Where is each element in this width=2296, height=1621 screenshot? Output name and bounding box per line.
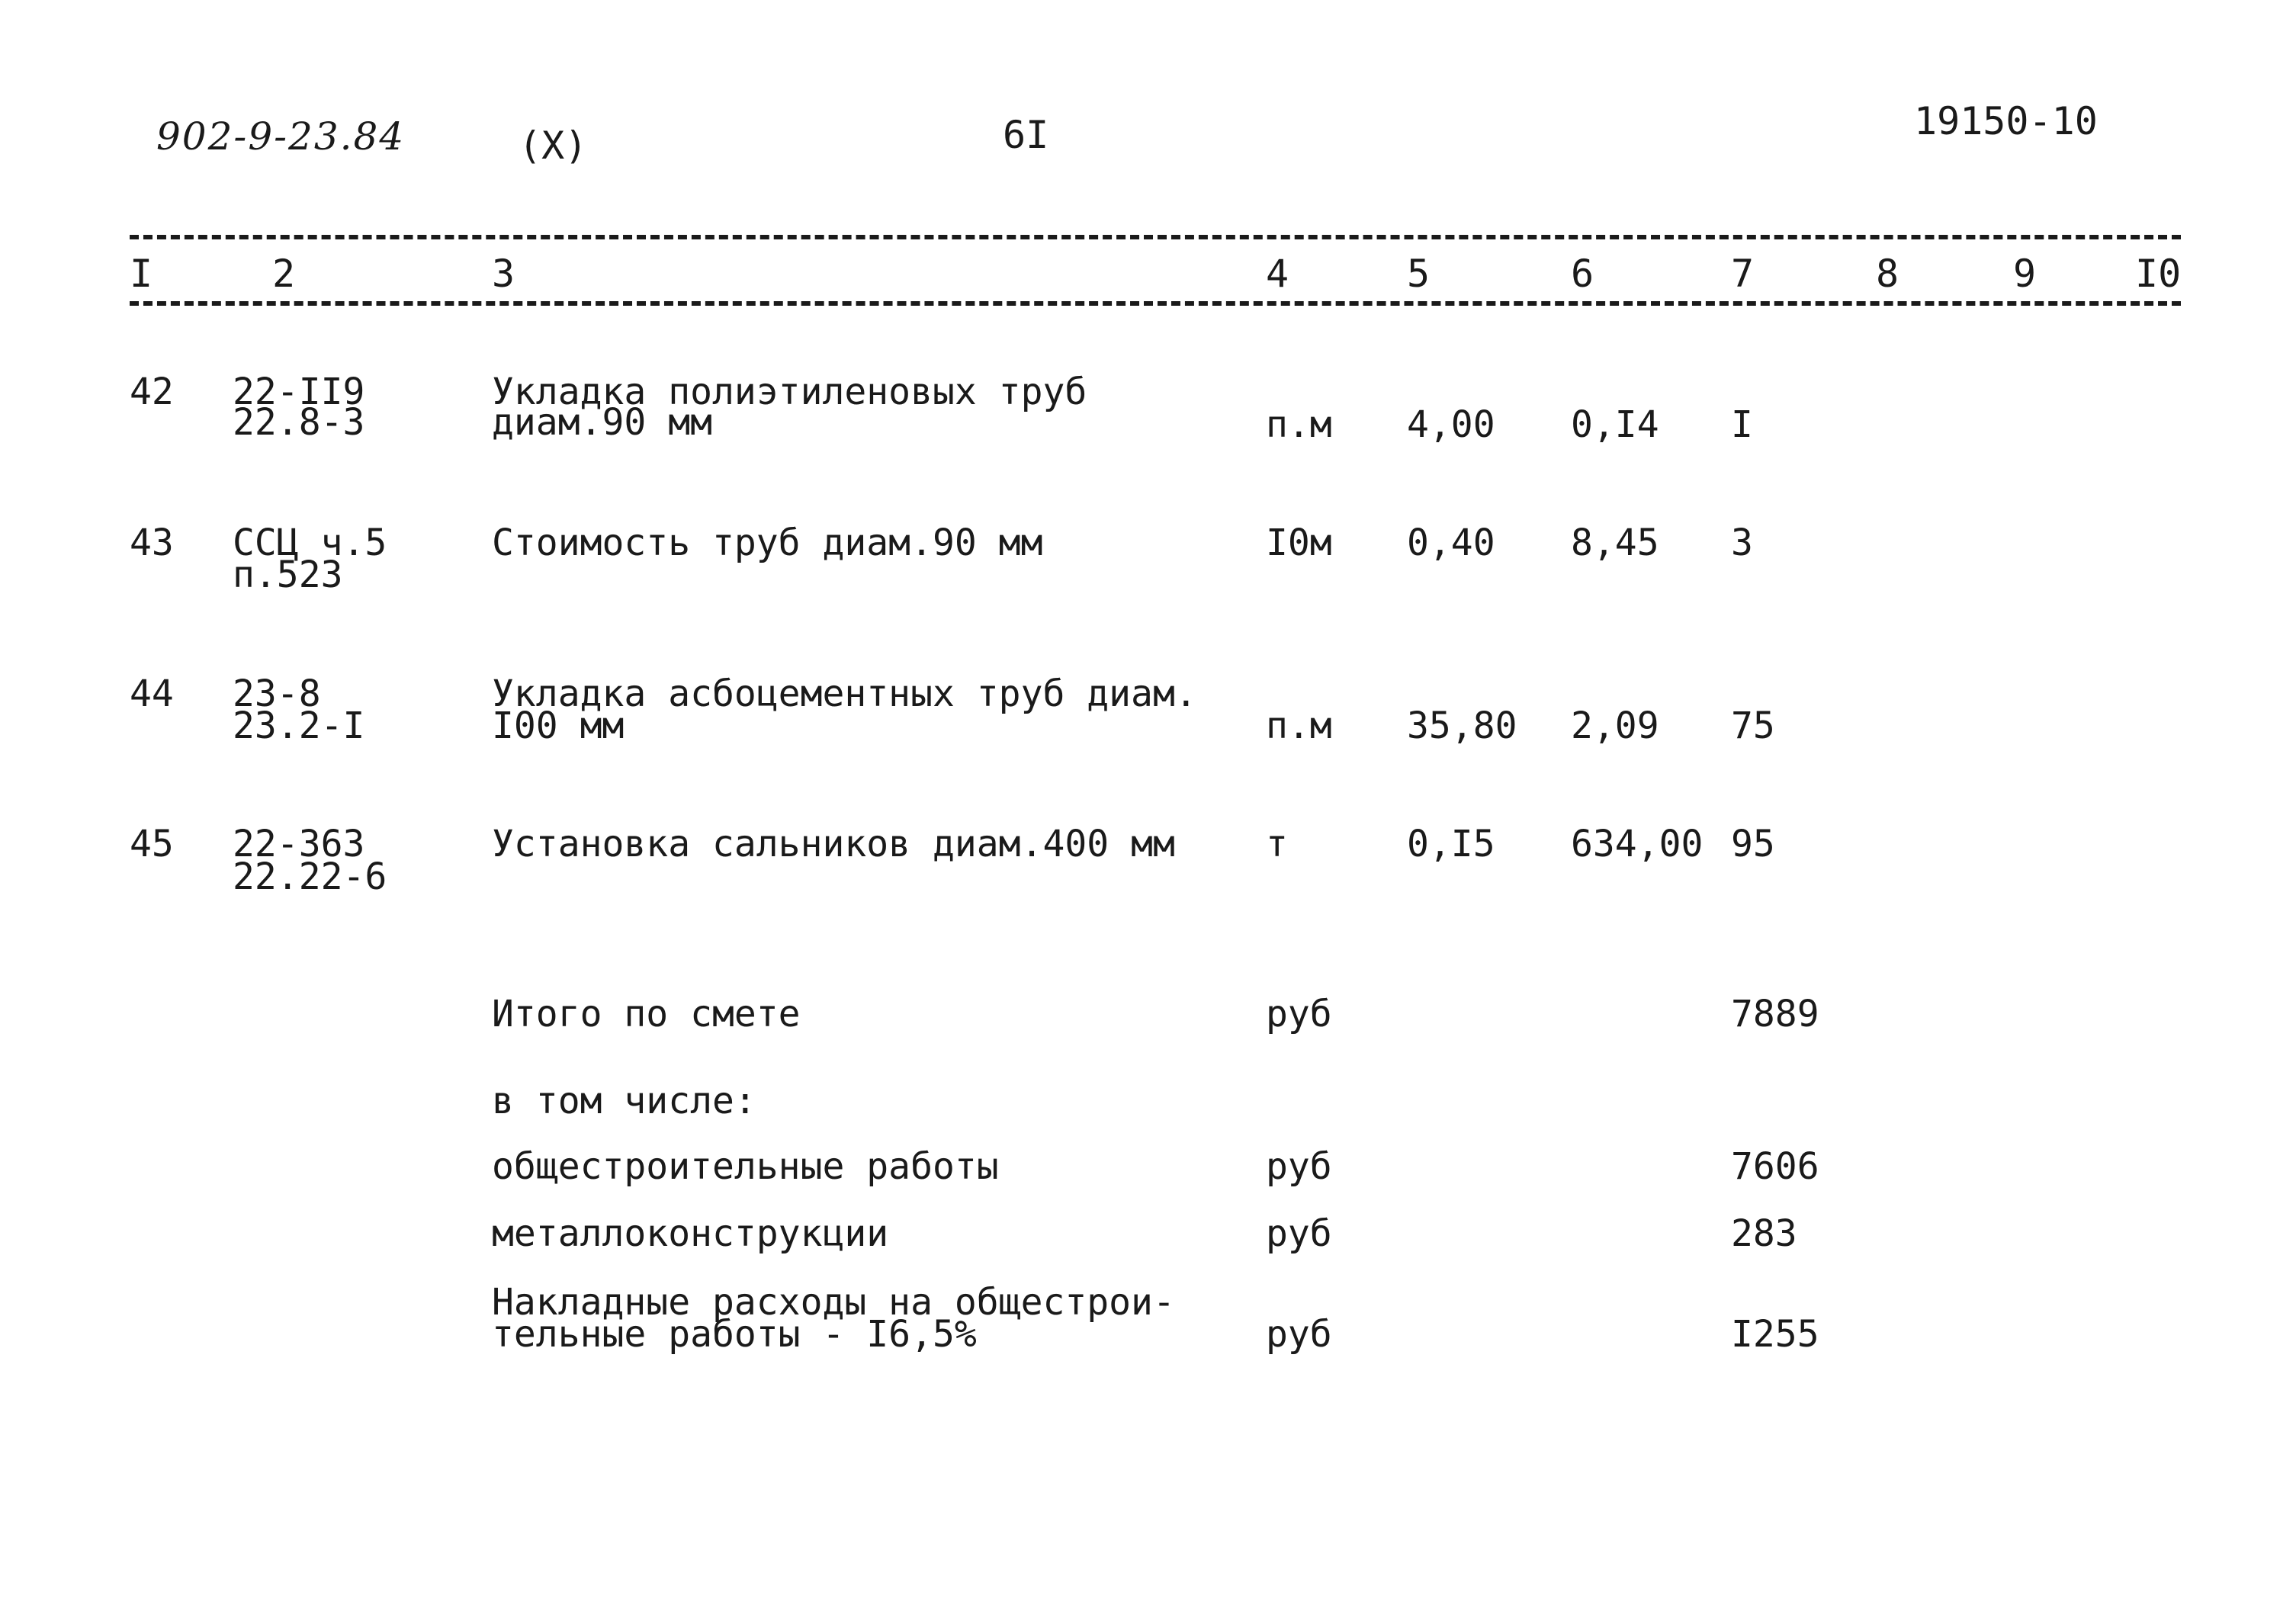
archive-number: 19150-10 [1914, 99, 2098, 143]
norm-code: 22.22-6 [233, 855, 387, 898]
column-header: 4 [1266, 252, 1289, 296]
unit: т [1266, 823, 1288, 865]
summary-unit: руб [1266, 1145, 1332, 1188]
unit: п.м [1266, 705, 1332, 747]
summary-total: 283 [1731, 1212, 1797, 1255]
summary-unit: руб [1266, 1212, 1332, 1255]
summary-total: I255 [1731, 1313, 1819, 1356]
norm-code: 22.8-3 [233, 401, 365, 444]
norm-code: 23-8 [233, 672, 321, 715]
header-rule-top [130, 235, 2181, 239]
work-description: диам.90 мм [492, 401, 712, 444]
unit-price: 0,I4 [1571, 403, 1659, 446]
quantity: 0,40 [1407, 522, 1495, 564]
norm-code: п.523 [233, 554, 343, 596]
unit-price: 634,00 [1571, 823, 1704, 865]
column-header: I0 [2135, 252, 2182, 296]
column-header: 2 [272, 252, 296, 296]
column-header: 9 [2013, 252, 2037, 296]
column-header: 5 [1407, 252, 1431, 296]
unit-price: 8,45 [1571, 522, 1659, 564]
norm-code: 22-363 [233, 823, 365, 865]
row-number: 42 [130, 371, 174, 413]
header-rule-bottom [130, 301, 2181, 306]
work-description: I00 мм [492, 705, 625, 747]
summary-unit: руб [1266, 1313, 1332, 1356]
column-header: 8 [1876, 252, 1899, 296]
column-header: 6 [1571, 252, 1594, 296]
unit: I0м [1266, 522, 1332, 564]
column-header: 7 [1731, 252, 1755, 296]
quantity: 0,I5 [1407, 823, 1495, 865]
total-cost: I [1731, 403, 1753, 446]
column-header: 3 [492, 252, 515, 296]
summary-unit: руб [1266, 993, 1332, 1035]
summary-label: Накладные расходы на общестрои- [492, 1281, 1175, 1324]
summary-label: общестроительные работы [492, 1145, 999, 1188]
quantity: 35,80 [1407, 705, 1517, 747]
work-description: Укладка полиэтиленовых труб [492, 371, 1087, 413]
unit-price: 2,09 [1571, 705, 1659, 747]
work-description: Стоимость труб диам.90 мм [492, 522, 1043, 564]
total-cost: 75 [1731, 705, 1775, 747]
total-cost: 95 [1731, 823, 1775, 865]
row-number: 44 [130, 672, 174, 715]
row-number: 43 [130, 522, 174, 564]
quantity: 4,00 [1407, 403, 1495, 446]
page-number: 6I [1003, 113, 1049, 157]
column-header: I [130, 252, 153, 296]
work-description: Укладка асбоцементных труб диам. [492, 672, 1197, 715]
unit: п.м [1266, 403, 1332, 446]
document-code: 902-9-23.84 [156, 114, 406, 159]
row-number: 45 [130, 823, 174, 865]
summary-label: металлоконструкции [492, 1212, 889, 1255]
summary-total: 7889 [1731, 993, 1819, 1035]
norm-code: 22-II9 [233, 371, 365, 413]
summary-label: в том числе: [492, 1080, 756, 1122]
section-label: (X) [519, 124, 588, 168]
work-description: Установка сальников диам.400 мм [492, 823, 1175, 865]
summary-total: 7606 [1731, 1145, 1819, 1188]
summary-label: тельные работы - I6,5% [492, 1313, 977, 1356]
total-cost: 3 [1731, 522, 1753, 564]
norm-code: 23.2-I [233, 705, 365, 747]
summary-label: Итого по смете [492, 993, 801, 1035]
norm-code: ССЦ ч.5 [233, 522, 387, 564]
